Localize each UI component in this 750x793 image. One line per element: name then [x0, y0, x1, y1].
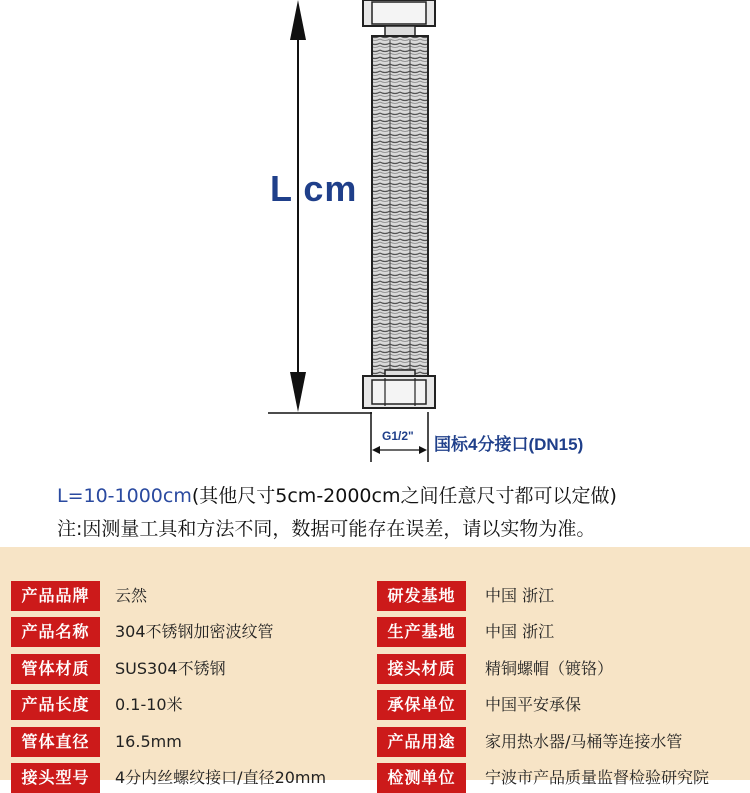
spec-value: 0.1-10米: [115, 695, 183, 714]
spec-value: 中国 浙江: [485, 586, 555, 605]
spec-label: 研发基地: [377, 581, 466, 611]
spec-label: 产品名称: [11, 617, 100, 647]
spec-label: 产品用途: [377, 727, 466, 757]
length-range-highlight: L=10-1000cm: [57, 485, 192, 507]
spec-label: 产品品牌: [11, 581, 100, 611]
spec-label: 接头型号: [11, 763, 100, 793]
length-range-note: [57, 481, 617, 508]
spec-value: 家用热水器/马桶等连接水管: [485, 732, 683, 751]
spec-label: 管体材质: [11, 654, 100, 684]
connector-label: 国标4分接口(DN15): [434, 435, 584, 454]
corrugated-hose: [372, 36, 428, 376]
spec-value: 宁波市产品质量监督检验研究院: [485, 768, 710, 787]
spec-value: SUS304不锈钢: [115, 659, 226, 678]
spec-label: 产品长度: [11, 690, 100, 720]
spec-value: 16.5mm: [115, 732, 182, 751]
top-nut: [363, 0, 435, 36]
spec-label: 检测单位: [377, 763, 466, 793]
spec-value: 中国平安承保: [485, 695, 582, 714]
spec-value: 精铜螺帽（镀铬）: [485, 659, 614, 678]
spec-value: 4分内丝螺纹接口/直径20mm: [115, 768, 327, 787]
length-range-rest: (其他尺寸5cm-2000cm之间任意尺寸都可以定做): [191, 485, 617, 507]
spec-value: 304不锈钢加密波纹管: [115, 622, 274, 641]
spec-value: 中国 浙江: [485, 622, 555, 641]
disclaimer-note: 注:因测量工具和方法不同，数据可能存在误差，请以实物为准。: [57, 518, 596, 540]
length-label: L cm: [270, 168, 358, 209]
spec-panel: [0, 547, 750, 787]
thread-label: G1/2": [382, 429, 414, 443]
spec-label: 管体直径: [11, 727, 100, 757]
spec-label: 生产基地: [377, 617, 466, 647]
bottom-nut: [363, 370, 435, 408]
spec-label: 接头材质: [377, 654, 466, 684]
spec-value: 云然: [115, 586, 148, 605]
spec-label: 承保单位: [377, 690, 466, 720]
